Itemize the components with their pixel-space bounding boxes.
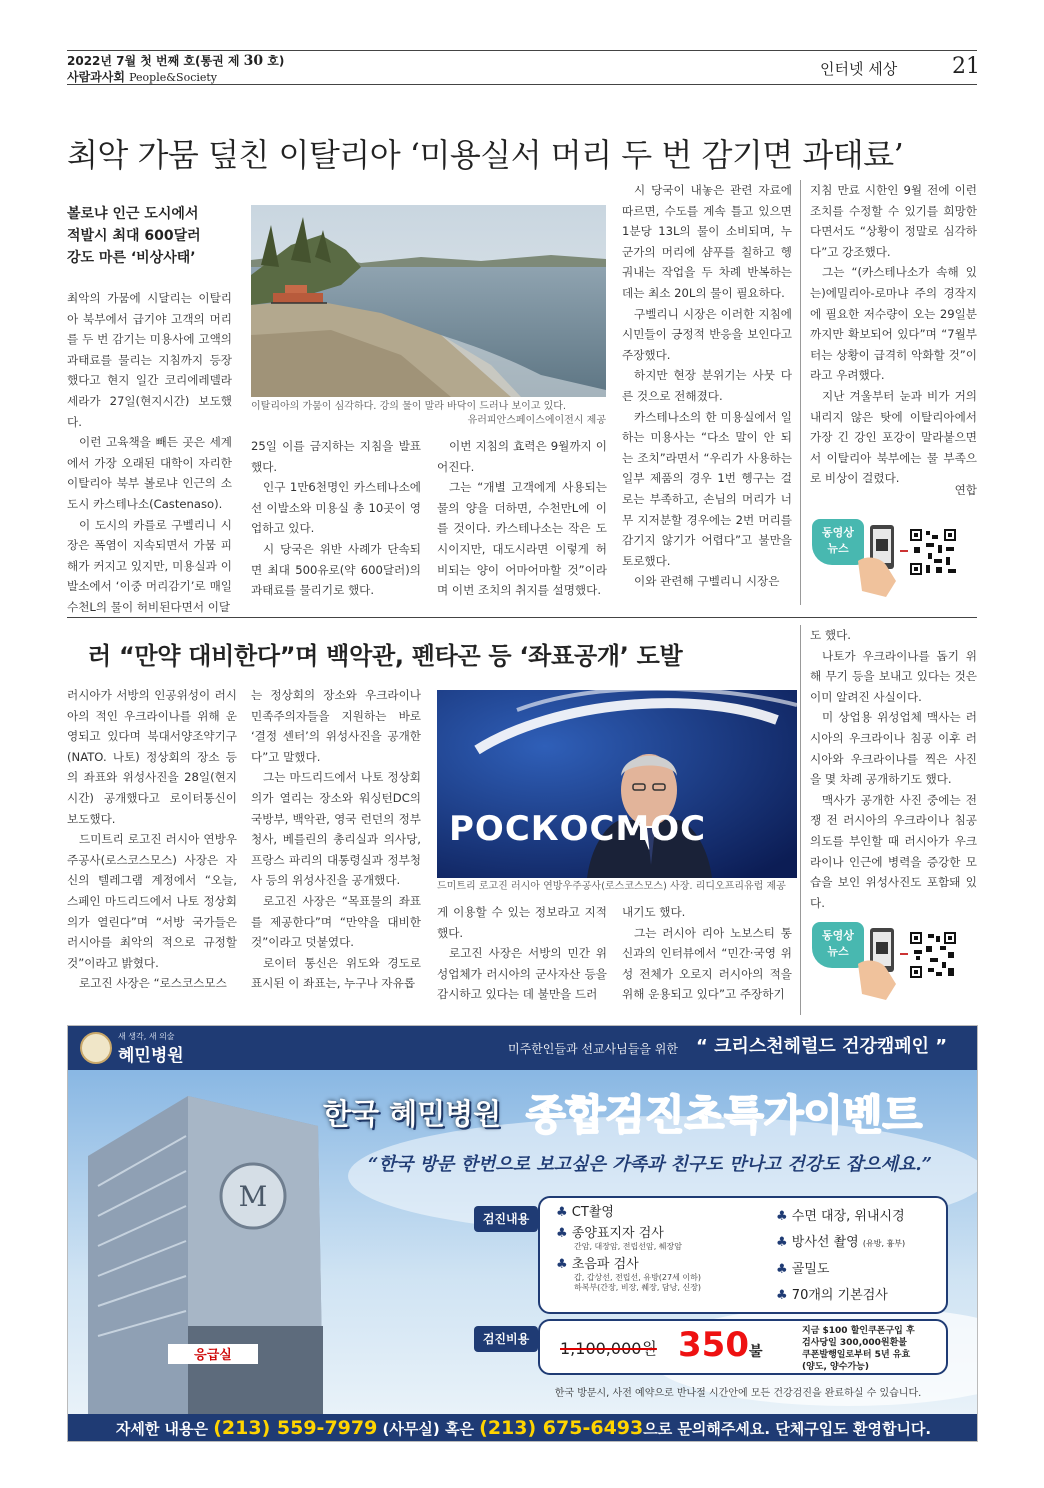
roscosmos-logo-text: РОСКОСМОС xyxy=(449,809,707,849)
phone-hand-icon xyxy=(856,924,962,1004)
article2-column-2: 는 정상회의 장소와 우크라이나 민족주의자들을 지원하는 바로 ‘결정 센터’의 위성사진을 공개한다”고 말했다. 그는 마드리드에서 나토 정상회의가 열리는 장소와 워싱턴DC의 국방부, 백악관, 영국 런던의 정부청사, 베를린의 총리실과 의사당, 프랑스 파리의 대통령실과 정부청사 등의 위성사진을 공개했다. 로고진 사장은 “목표물의 좌표를 제공한다”며 “만약을 대비한 것”이라고 덧붙였다. 로이터 통신은 위도와 경도로 표시된 이 좌표는, 누구나 자유롭 xyxy=(251,688,421,991)
article2-column-5: 도 했다. 나토가 우크라이나를 돕기 위해 무기 등을 보내고 있다는 것은 이미 알려진 사실이다. 미 상업용 위성업체 맥사는 러시아의 우크라이나 침공 이후 러시아와 우크라이나를 찍은 사진을 몇 차례 공개하기도 했다. 맥사가 공개한 사진 중에는 전쟁 전 러시아의 우크라이나 침공 의도를 부인할 때 러시아가 우크라이나 인근에 병력을 증강한 모습을 보인 위성사진도 포함돼 있다. xyxy=(810,628,977,910)
ad-title-prefix: 한국 혜민병원 xyxy=(323,1097,502,1131)
header-bottom-rule xyxy=(67,84,977,85)
hospital-logo-icon xyxy=(80,1032,112,1064)
exam-content-box xyxy=(538,1196,948,1314)
exam-cost-label: 검진비용 xyxy=(474,1326,538,1352)
exam-item: ♣ 70개의 기본검사 xyxy=(776,1288,888,1303)
publication-name: 사람과사회 People&Society xyxy=(67,70,218,84)
exam-item: ♣ 방사선 촬영 (유방, 흉부) xyxy=(776,1235,906,1250)
club-icon: ♣ xyxy=(776,1288,792,1303)
issue-line: 2022년 7월 첫 번째 호(통권 제 30 호) xyxy=(67,53,285,69)
old-price: 1,100,000원 xyxy=(560,1339,657,1358)
article2-column-1: 러시아가 서방의 인공위성이 러시아의 적인 우크라이나를 위해 운영되고 있다며 북대서양조약기구(NATO. 나토) 정상회의 장소 등의 좌표와 위성사진을 28일(현지시간) 공개했다고 로이터통신이 보도했다. 드미트리 로고진 러시아 연방우주공사(로스코스모스) 사장은 자신의 텔레그램 계정에서 “오늘, 스페인 마드리드에서 나토 정상회의가 열린다”며 “서방 국가들은 러시아를 최악의 적으로 규정할 것”이라고 밝혔다. 로고진 사장은 “로스코스모스 xyxy=(67,688,237,991)
hospital-name: 혜민병원 xyxy=(118,1046,184,1066)
article2-column-divider xyxy=(800,625,801,1015)
exam-item: ♣ 종양표지자 검사 xyxy=(556,1226,664,1241)
exam-item-sub: 간암, 대장암, 전립선암, 췌장암 xyxy=(574,1242,682,1251)
ad-note: 한국 방문시, 사전 예약으로 반나절 시간안에 모든 건강검진을 완료하실 수 있습니다. xyxy=(554,1388,922,1399)
photo1-caption: 이탈리아의 가뭄이 심각하다. 강의 물이 말라 바닥이 드러나 보이고 있다. xyxy=(251,401,567,412)
article1-column-2: 25일 이를 금지하는 지침을 발표했다. 인구 1만6천명인 카스테나소에선 이발소와 미용실 총 10곳이 영업하고 있다. 시 당국은 위반 사례가 단속되면 최대 500유로(약 600달러)의 과태료를 물리기로 했다. xyxy=(251,439,421,598)
article1-column-divider xyxy=(800,180,801,605)
article1-headline: 최악 가뭄 덮친 이탈리아 ‘미용실서 머리 두 번 감기면 과태료’ xyxy=(67,136,904,174)
exam-list-right xyxy=(776,1204,905,1309)
rogozin-photo xyxy=(437,690,797,878)
article2-headline: 러 “만약 대비한다”며 백악관, 펜타곤 등 ‘좌표공개’ 도발 xyxy=(88,642,683,670)
video-news-label: 동영상 뉴스 xyxy=(812,519,864,565)
exam-item: ♣ CT촬영 xyxy=(556,1205,614,1220)
header-top-rule xyxy=(67,50,977,51)
emergency-sign: 응급실 xyxy=(194,1348,232,1363)
article2-column-3: 게 이용할 수 있는 정보라고 지적했다. 로고진 사장은 서방의 민간 위성업체가 러시아의 군사자산 등을 감시하고 있다는 데 불만을 드러 xyxy=(437,905,607,1002)
photo1-credit: 유러피안스페이스에이전시 제공 xyxy=(467,415,606,426)
ad-contact-bar: 자세한 내용은 (213) 559-7979 (사무실) 혹은 (213) 675-6493으로 문의해주세요. 단체구입도 환영합니다. xyxy=(68,1414,978,1442)
article1-deck: 볼로냐 인근 도시에서 적발시 최대 600달러 강도 마른 ‘비상사태’ xyxy=(67,206,201,266)
page-number: 21 xyxy=(952,54,980,79)
article1-column-1: 최악의 가뭄에 시달리는 이탈리아 북부에서 급기야 고객의 머리를 두 번 감기는 미용사에 고액의 과태료를 물리는 지침까지 등장했다고 현지 일간 코리에레델라세라가 27일(현지시간) 보도했다. 이런 고육책을 빼든 곳은 세계에서 가장 오래된 대학이 자리한 이탈리아 북부 볼로냐 인근의 소도시 카스테나소(Castenaso). 이 도시의 카를로 구벨리니 시장은 폭염이 지속되면서 가뭄 피해가 커지고 있지만, 미용실과 이발소에서 ‘이중 머리감기’로 매일 수천L의 물이 허비된다면서 이달 xyxy=(67,291,232,614)
section-title: 인터넷 세상 xyxy=(820,60,898,78)
club-icon: ♣ xyxy=(556,1226,572,1241)
ad-top-text: 미주한인들과 선교사님들을 위한 xyxy=(508,1042,678,1056)
video-news-badge-1[interactable] xyxy=(812,515,962,595)
ad-header-bar xyxy=(68,1026,978,1070)
photo2-caption: 드미트리 로고진 러시아 연방우주공사(로스코스모스) 사장. 리디오프리유럽 제공 xyxy=(437,881,786,892)
hospital-tagline: 새 생각, 새 의술 xyxy=(118,1032,175,1041)
club-icon: ♣ xyxy=(776,1235,792,1250)
video-news-label: 동영상 뉴스 xyxy=(812,922,864,968)
phone-alt[interactable]: (213) 675-6493 xyxy=(479,1417,644,1439)
exam-content-label: 검진내용 xyxy=(474,1206,538,1232)
club-icon: ♣ xyxy=(556,1257,572,1272)
article2-column-4: 내기도 했다. 그는 러시아 리아 노보스티 통신과의 인터뷰에서 “민간·국영 위성 전체가 오로지 러시아의 적을 위해 운용되고 있다”고 주장하기 xyxy=(622,905,792,1002)
coupon-info: 지금 $100 할인쿠폰구입 후 검사당일 300,000원환불 쿠폰발행일로부터 5년 유효 (양도, 양수가능) xyxy=(802,1326,915,1372)
article1-column-5: 지침 만료 시한인 9월 전에 이런 조치를 수정할 수 있기를 희망한다면서도 “상황이 정말로 심각하다”고 강조했다. 그는 “(카스테나소가 속해 있는)에밀리아-로마냐 주의 경작지에 필요한 저수량이 오는 29일분까지만 확보되어 있다”며 “7월부터는 상황이 급격히 악화할 것”이라고 우려했다. 지난 겨울부터 눈과 비가 거의 내리지 않은 탓에 이탈리아에서 가장 긴 강인 포강이 말라붙으면서 이탈리아 북부에는 물 부족으로 비상이 걸렸다. xyxy=(810,183,977,486)
exam-item: ♣ 수면 대장, 위내시경 xyxy=(776,1209,905,1224)
phone-hand-icon xyxy=(856,521,962,601)
section-divider xyxy=(67,617,977,618)
campaign-title: “ 크리스천헤럴드 건강캠페인 ” xyxy=(696,1036,948,1057)
club-icon: ♣ xyxy=(776,1209,792,1224)
exam-item: ♣ 골밀도 xyxy=(776,1262,830,1277)
svg-text:M: M xyxy=(238,1180,268,1213)
article1-byline: 연합 xyxy=(954,483,977,497)
video-news-badge-2[interactable] xyxy=(812,918,962,998)
ad-slogan: “한국 방문 한번으로 보고싶은 가족과 친구도 만나고 건강도 잡으세요.” xyxy=(368,1154,932,1175)
article1-column-3: 이번 지침의 효력은 9월까지 이어진다. 그는 “개별 고객에게 사용되는 물의 양을 더하면, 수천만L에 이를 것이다. 카스테나소는 작은 도시이지만, 대도시라면 이렇게 허비되는 양이 어마어마할 것”이라며 이번 조치의 취지를 설명했다. xyxy=(437,439,607,598)
article1-column-4: 시 당국이 내놓은 관련 자료에 따르면, 수도를 계속 틀고 있으면 1분당 13L의 물이 소비되며, 누군가의 머리에 샴푸를 칠하고 헹궈내는 작업을 두 차례 반복하는 데는 최소 20L의 물이 필요하다. 구벨리니 시장은 이러한 지침에 시민들이 긍정적 반응을 보인다고 주장했다. 하지만 현장 분위기는 사뭇 다른 것으로 전해졌다. 카스테나소의 한 미용실에서 일하는 미용사는 “다소 말이 안 되는 조치”라면서 “우리가 사용하는 일부 제품의 경우 1번 헹구는 걸로는 부족하고, 손님의 머리가 너무 지저분할 경우에는 2번 머리를 감기지 않기가 어렵다”고 불만을 토로했다. 이와 관련해 구벨리니 시장은 xyxy=(622,183,792,589)
exam-cost-box xyxy=(538,1319,948,1375)
new-price: 350불 xyxy=(678,1325,763,1365)
exam-list-left xyxy=(556,1204,701,1293)
hospital-advertisement[interactable] xyxy=(67,1025,978,1442)
club-icon: ♣ xyxy=(776,1262,792,1277)
phone-office[interactable]: (213) 559-7979 xyxy=(213,1417,378,1439)
exam-item-sub: 하복부(간장, 비장, 췌장, 담낭, 신장) xyxy=(574,1283,702,1292)
exam-item-sub: 갑, 갑상선, 전립선, 유방(27세 이하) xyxy=(574,1273,701,1282)
club-icon: ♣ xyxy=(556,1205,572,1220)
exam-item: ♣ 초음파 검사 xyxy=(556,1257,639,1272)
ad-title: 종합검진초특가이벤트 xyxy=(526,1091,923,1139)
drought-river-photo xyxy=(251,205,606,397)
